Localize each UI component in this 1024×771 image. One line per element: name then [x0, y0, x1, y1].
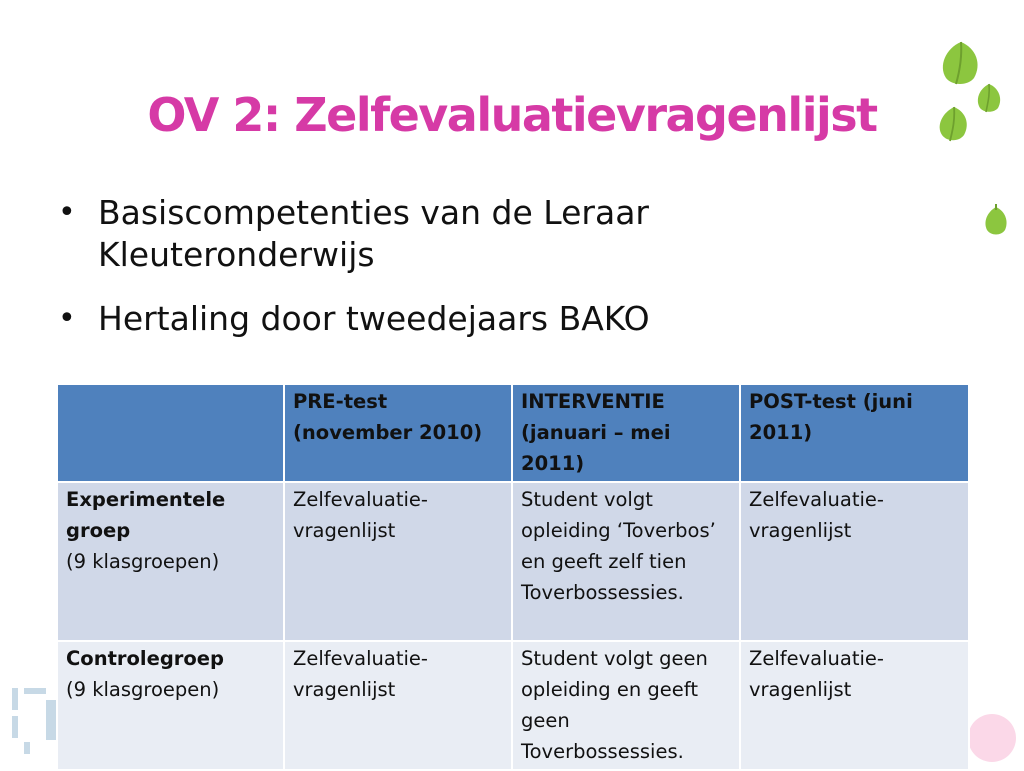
- slide-title: OV 2: Zelfevaluatievragenlijst: [147, 88, 877, 142]
- table-header-row: [57, 384, 969, 482]
- pre-test-cell: Zelfevaluatie-vragenlijst: [284, 482, 512, 641]
- table-row: [57, 641, 969, 770]
- header-cell-empty: [57, 384, 284, 482]
- leaf-icon: [982, 204, 1010, 238]
- group-name: Experimentele groep: [66, 488, 226, 542]
- logo-mark: [8, 686, 58, 756]
- group-detail: (9 klasgroepen): [66, 678, 220, 701]
- bullet-item: • Basiscompetenties van de Leraar Kleuteronderwijs: [58, 192, 758, 276]
- group-cell: [57, 482, 284, 641]
- header-cell-intervention: INTERVENTIE (januari – mei 2011): [512, 384, 740, 482]
- decorative-circle: [968, 714, 1016, 762]
- group-detail: (9 klasgroepen): [66, 550, 220, 573]
- intervention-cell: Student volgt geen opleiding en geeft geen Toverbossessies.: [512, 641, 740, 770]
- leaf-icon: [938, 38, 984, 88]
- header-cell-pre-test: PRE-test (november 2010): [284, 384, 512, 482]
- group-cell: [57, 641, 284, 770]
- header-cell-post-test: POST-test (juni 2011): [740, 384, 969, 482]
- pre-test-cell: Zelfevaluatie-vragenlijst: [284, 641, 512, 770]
- group-name: Controlegroep: [66, 647, 224, 670]
- post-test-cell: Zelfevaluatie-vragenlijst: [740, 482, 969, 641]
- post-test-cell: Zelfevaluatie-vragenlijst: [740, 641, 969, 770]
- intervention-cell: Student volgt opleiding ‘Toverbos’ en geeft zelf tien Toverbossessies.: [512, 482, 740, 641]
- study-design-table: [56, 383, 970, 771]
- bullet-item: • Hertaling door tweedejaars BAKO: [58, 298, 758, 340]
- table-row: [57, 482, 969, 641]
- bullet-list: [58, 192, 758, 362]
